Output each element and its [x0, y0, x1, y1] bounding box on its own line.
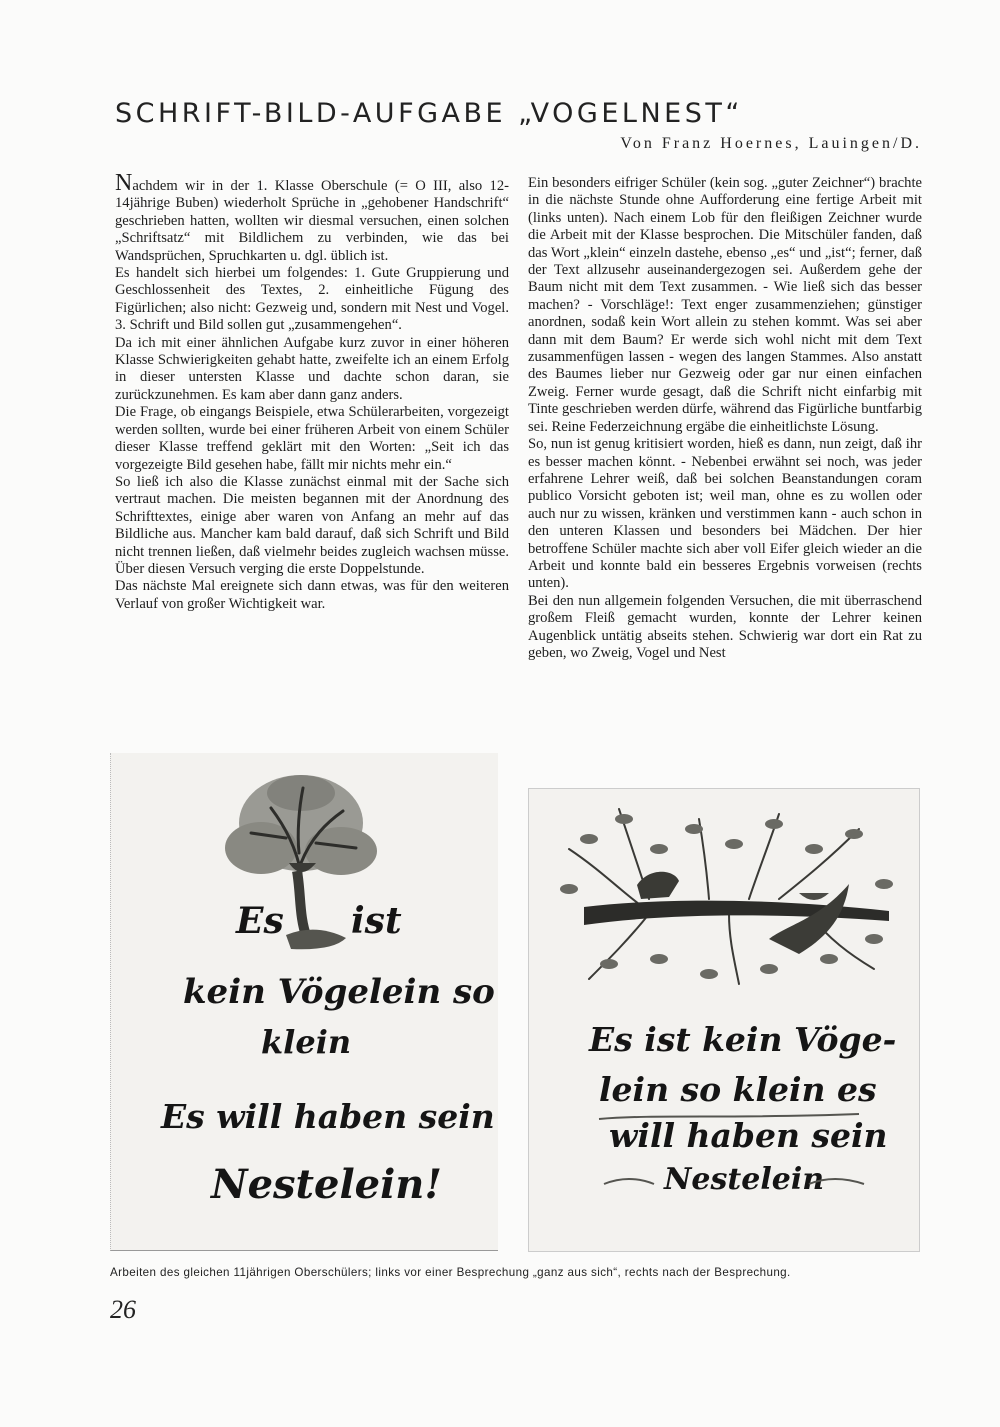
- verse-word: Es: [236, 900, 284, 942]
- verse-line: Es ist kein Vöge-: [589, 1020, 897, 1059]
- paragraph: Das nächste Mal ereignete sich dann etwas, was für den weiteren Verlauf von großer Wichtigkeit war.: [115, 578, 509, 612]
- verse-line: will haben sein: [609, 1116, 888, 1155]
- right-text-column: [528, 175, 922, 662]
- article-byline: Von Franz Hoernes, Lauingen/D.: [620, 135, 922, 152]
- paragraph: [115, 170, 509, 265]
- left-text-column: [115, 170, 509, 613]
- branch-illustration: [529, 789, 919, 1251]
- paragraph: Die Frage, ob eingangs Beispiele, etwa Schülerarbeiten, vorgezeigt werden sollten, wurde bei einer früheren Arbeit von einem Schüler dieser Klasse treffend geklärt mit den Worten: „Seit ich das vorgezeigte Bild gesehen habe, fällt mir nichts mehr ein.“: [115, 404, 509, 473]
- article-title: SCHRIFT-BILD-AUFGABE „VOGELNEST“: [115, 98, 743, 129]
- student-artwork-after: [528, 788, 920, 1252]
- paragraph: Ein besonders eifriger Schüler (kein sog. „guter Zeichner“) brachte in die nächste Stunde ohne Aufforderung eine fertige Arbeit mit (links unten). Nach einem Lob für den fleißigen Zeichner wurde die Arbeit mit der Klasse besprochen. Die Mitschüler fanden, daß das Wort „klein“ einzeln dastehe, ebenso „es“ und „ist“; ferner, daß der Text allzusehr auseinandergezogen sei. Außerdem gehe der Baum nicht mit dem Text zusammen. - Wie ließ sich das besser machen? - Vorschläge!: Text enger zusammenziehen; günstiger anordnen, sodaß kein Wort allein zu stehen kommt. Was sei aber dann mit dem Baum? Er werde sich wohl nicht mit dem Text zusammenfügen lassen - wegen des langen Stammes. Also anstatt des Baumes lieber nur Gezweig oder gar nur einen einfachen Zweig. Ferner wurde gesagt, daß die Schrift nicht einfarbig mit Tinte geschrieben werden dürfe, während das Figürliche buntfarbig sei. Reine Federzeichnung ergäbe die einheitlichste Lösung.: [528, 175, 922, 435]
- student-artwork-before: [110, 753, 498, 1251]
- paragraph: Es handelt sich hierbei um folgendes: 1. Gute Gruppierung und Geschlossenheit des Textes, 2. einheitliche Fügung des Figürlichen; also nicht: Gezweig und, sondern mit Nest und Vogel. 3. Schrift und Bild sollen gut „zusammengehen“.: [115, 265, 509, 334]
- nest-icon: [799, 893, 829, 900]
- verse-line: Nestelein: [664, 1162, 825, 1197]
- tree-illustration: [111, 753, 498, 1250]
- page-number: 26: [110, 1295, 136, 1324]
- bird-icon: [637, 872, 679, 899]
- figure-caption: Arbeiten des gleichen 11jährigen Oberschülers; links vor einer Besprechung „ganz aus sich“, rechts nach der Besprechung.: [110, 1266, 791, 1279]
- handwritten-verse: [588, 1020, 896, 1197]
- verse-word: ist: [351, 900, 402, 942]
- verse-line: lein so klein es: [599, 1070, 877, 1109]
- paragraph: Bei den nun allgemein folgenden Versuchen, die mit überraschend großem Fleiß gemacht wurden, konnte der Lehrer keinen Augenblick untätig abseits stehen. Schwierig war dort ein Rat zu geben, wo Zweig, Vogel und Nest: [528, 592, 922, 661]
- verse-line: Nestelein!: [211, 1161, 442, 1208]
- paragraph: Da ich mit einer ähnlichen Aufgabe kurz zuvor in einer höheren Klasse Schwierigkeiten gehabt hatte, zweifelte ich an einem Erfolg in dieser untersten Klasse und dachte schon daran, sie zurückzunehmen. Es kam aber dann ganz anders.: [115, 334, 509, 403]
- paragraph: So, nun ist genug kritisiert worden, hieß es dann, nun zeigt, daß ihr es besser machen könnt. - Nebenbei erwähnt sei noch, was jeder erfahrene Lehrer weiß, daß bei solchen Beanstandungen coram publico Vorsicht geboten ist; weil man, ohne es zu wollen oder auch nur zu wissen, kränken und verstimmen kann - auch schon in den unteren Klassen und besonders bei Mädchen. Der hier betroffene Schüler machte sich aber voll Eifer gleich wieder an die Arbeit und konnte bald ein besseres Ergebnis vorweisen (rechts unten).: [528, 436, 922, 592]
- drop-cap: N: [115, 170, 133, 196]
- paragraph-text: achdem wir in der 1. Klasse Oberschule (= O III, also 12-14jährige Buben) wiederholt Sprüche in „gehobener Handschrift“ geschrieben hatten, wollten wir diesmal versuchen, einen solchen „Schriftsatz“ mit Bildlichem zu verbinden, wie das bei Wandsprüchen, Spruchkarten u. dgl. üblich ist.: [115, 178, 509, 264]
- paragraph: So ließ ich also die Klasse zunächst einmal mit der Sache sich vertraut machen. Die meisten begannen mit der Anordnung des Schrifttextes, einige aber waren von Anfang an mehr auf das Bildliche aus. Mancher kam bald darauf, daß sich Schrift und Bild nicht trennen ließen, daß vielmehr beides zugleich wachsen müsse. Über diesen Versuch verging die erste Doppelstunde.: [115, 473, 509, 577]
- verse-line: kein Vögelein so: [183, 972, 495, 1012]
- verse-line: klein: [261, 1023, 352, 1061]
- verse-line: Es will haben sein: [161, 1097, 495, 1136]
